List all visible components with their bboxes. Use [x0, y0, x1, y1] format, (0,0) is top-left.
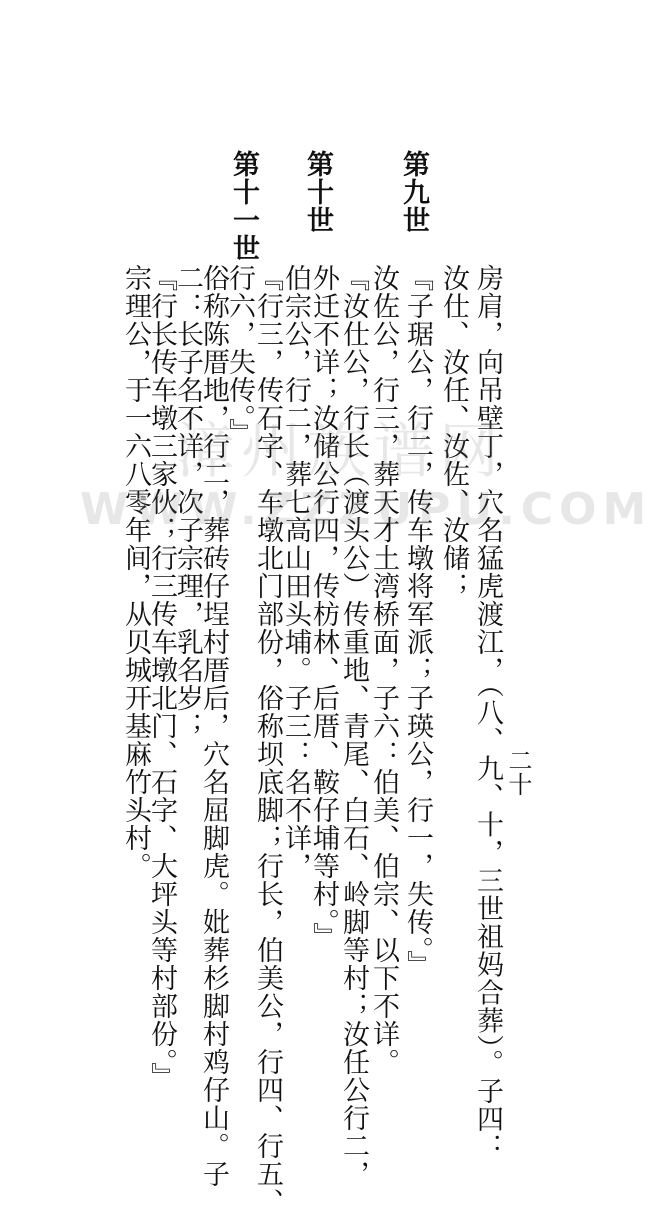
- text-column-11: 二：长子名不详，次子宗理，乳名岁；: [172, 264, 203, 740]
- text-column-7: 伯宗公，行二，葬七高山田头埔。子三：名不详，: [280, 264, 311, 880]
- watermark-chinese: 漳州族谱网: [175, 417, 505, 487]
- text-column-13: 宗理公，于一六八零年间，从贝城开基麻竹头村。: [120, 264, 151, 880]
- text-column-10: 俗称陈厝地，行二，葬砖仔埕村厝后，穴名屈脚虎。妣葬杉脚村鸡仔山。子: [198, 264, 229, 1188]
- watermark-url: WWW.ZZZUPU.COM: [80, 484, 653, 535]
- page-number: 二十: [504, 748, 532, 796]
- text-column-6: 外迁不详；汝储公行四，传枋林、后厝、鞍仔埔等村。』: [308, 264, 339, 951]
- heading-eleventh-generation: 第十一世: [228, 150, 259, 262]
- heading-ninth-generation: 第九世: [398, 150, 429, 234]
- text-column-5: 『汝仕公，行长（渡头公）传重地、青尾、白石、岭脚等村；汝任公行二，: [338, 264, 369, 1188]
- text-column-8: 『行三，传石字、车墩北门部份，俗称坝底脚；行长，伯美公，行四、行五、: [252, 264, 283, 1216]
- text-column-3: 『子琚公，行二，传车墩将军派；子瑛公，行一，失传。』: [402, 264, 433, 979]
- text-column-12: 『行长传车墩三家伙；行三传车墩北门、石字、大坪头等村部份。』: [146, 264, 177, 1091]
- heading-tenth-generation: 第十世: [302, 150, 333, 234]
- text-column-9: 行六，失传。』: [224, 264, 255, 447]
- text-column-2: 汝仕、汝任、汝佐、汝储；: [438, 264, 469, 600]
- text-column-1: 房肩，向吊壁丁，穴名猛虎渡江，（八、九、十，三世祖妈合葬）。子四：: [472, 264, 503, 1161]
- text-column-4: 汝佐公，行三，葬天才土湾桥面，子六：伯美、伯宗、以下不详。: [368, 264, 399, 1076]
